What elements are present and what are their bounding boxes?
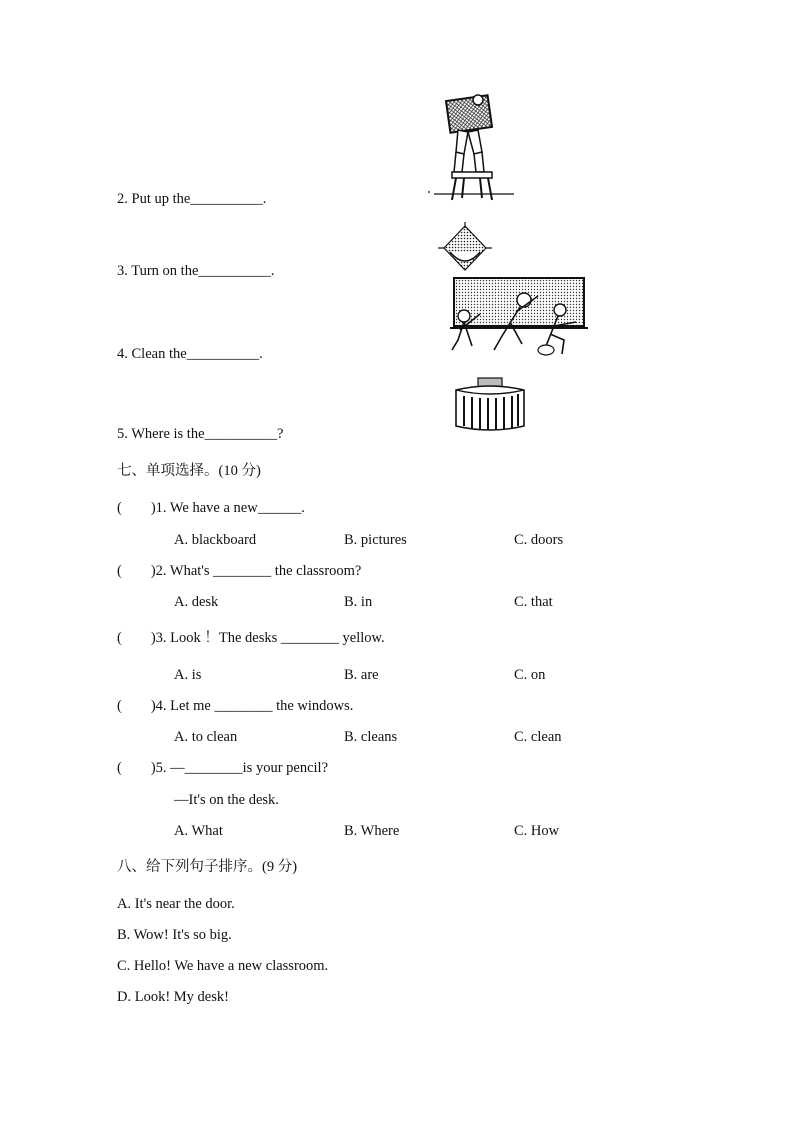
q5-option-c: C. How bbox=[514, 823, 560, 839]
q2-option-c: C. that bbox=[514, 594, 553, 610]
sentence-c: C. Hello! We have a new classroom. bbox=[117, 958, 329, 974]
fill-item-4: 4. Clean the__________. bbox=[117, 346, 263, 362]
q4-option-b: B. cleans bbox=[344, 729, 398, 745]
q4-option-a: A. to clean bbox=[174, 729, 238, 745]
fill-item-2: 2. Put up the__________. bbox=[117, 191, 267, 207]
sentence-a: A. It's near the door. bbox=[117, 896, 235, 912]
q5-answer-line: —It's on the desk. bbox=[174, 792, 279, 808]
picture-hanging-icon bbox=[428, 92, 518, 204]
question-2: ( )2. What's ________ the classroom? bbox=[117, 563, 362, 579]
q1-option-a: A. blackboard bbox=[174, 532, 257, 548]
q4-option-c: C. clean bbox=[514, 729, 562, 745]
light-icon bbox=[436, 222, 494, 274]
fill-item-3: 3. Turn on the__________. bbox=[117, 263, 275, 279]
sentence-b: B. Wow! It's so big. bbox=[117, 927, 232, 943]
section8-heading: 八、给下列句子排序。(9 分) bbox=[117, 859, 298, 875]
q5-option-b: B. Where bbox=[344, 823, 400, 839]
question-3: ( )3. Look ！The desks ________ yellow. bbox=[117, 630, 385, 646]
question-1: ( )1. We have a new______. bbox=[117, 500, 305, 516]
q3-option-b: B. are bbox=[344, 667, 379, 683]
q2-option-a: A. desk bbox=[174, 594, 219, 610]
teachers-desk-icon bbox=[452, 376, 528, 434]
q1-option-b: B. pictures bbox=[344, 532, 407, 548]
q3-option-c: C. on bbox=[514, 667, 546, 683]
fill-item-5: 5. Where is the__________? bbox=[117, 426, 284, 442]
question-5: ( )5. —________is your pencil? bbox=[117, 760, 329, 776]
q3-option-a: A. is bbox=[174, 667, 202, 683]
question-4: ( )4. Let me ________ the windows. bbox=[117, 698, 354, 714]
q2-option-b: B. in bbox=[344, 594, 373, 610]
q5-option-a: A. What bbox=[174, 823, 223, 839]
q1-option-c: C. doors bbox=[514, 532, 564, 548]
sentence-d: D. Look! My desk! bbox=[117, 989, 229, 1005]
section7-heading: 七、单项选择。(10 分) bbox=[117, 463, 261, 479]
blackboard-cleaning-icon bbox=[446, 276, 592, 358]
